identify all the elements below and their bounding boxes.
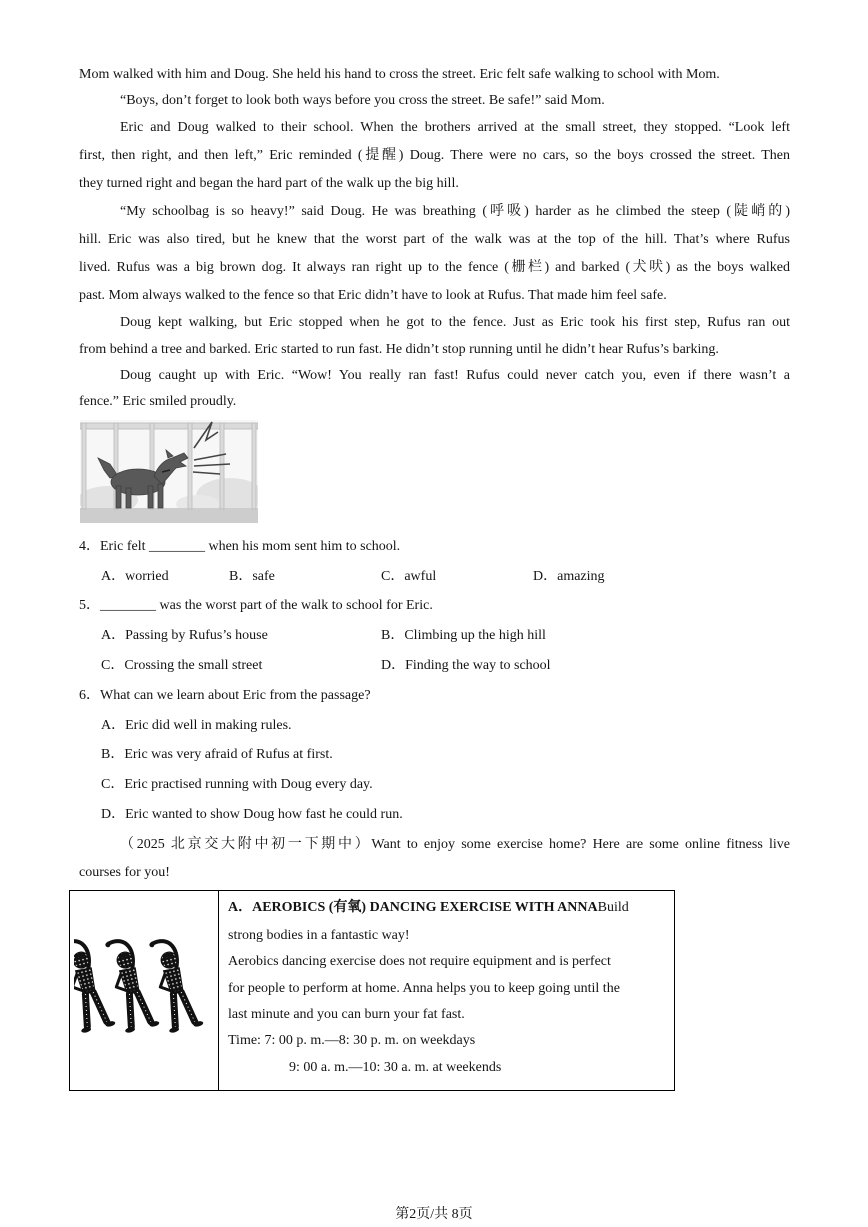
course-heading [228,898,629,918]
course-heading-tail: Build [597,900,629,915]
passage-line: first, then right, and then left,” Eric reminded (提醒) Doug. There were no cars, so the boys crossed the street. Then [79,148,790,163]
option-a: A．Passing by Rufus’s house [101,628,268,643]
question-stem: 4．Eric felt ________ when his mom sent him to school. [79,539,401,554]
passage-line: “Boys, don’t forget to look both ways before you cross the street. Be safe!” said Mom. [120,93,605,108]
option-a: A．Eric did well in making rules. [101,718,292,733]
passage-line: hill. Eric was also tired, but he knew that the worst part of the walk was at the top of the hill. That’s where Rufus [79,232,790,247]
option-c: C．Eric practised running with Doug every day. [101,777,373,792]
option-b: B．safe [229,569,275,584]
course-title: A．AEROBICS (有氧) DANCING EXERCISE WITH ANNA [228,900,598,915]
course-line: strong bodies in a fantastic way! [228,928,410,943]
passage-line: past. Mom always walked to the fence so that Eric didn’t have to look at Rufus. That made him feel safe. [79,288,667,303]
dancer-icon [147,935,203,1034]
barking-dog-illustration [80,420,258,523]
passage-line: fence.” Eric smiled proudly. [79,394,237,409]
passage-line: “My schoolbag is so heavy!” said Doug. He was breathing (呼吸) harder as he climbed the steep (陡峭的) [120,204,790,219]
option-a: A．worried [101,569,169,584]
page-number: 第2页/共 8页 [395,1207,473,1222]
option-c: C．awful [381,569,437,584]
option-b: B．Eric was very afraid of Rufus at first. [101,747,333,762]
course-time-weekdays: Time: 7: 00 p. m.—8: 30 p. m. on weekdays [228,1033,476,1048]
course-line: Aerobics dancing exercise does not require equipment and is perfect [228,954,611,969]
intro-line: （2025 北京交大附中初一下期中）Want to enjoy some exercise home? Here are some online fitness live [120,837,790,852]
question-stem: 6．What can we learn about Eric from the passage? [79,688,371,703]
course-line: last minute and you can burn your fat fast. [228,1007,465,1022]
passage-line: from behind a tree and barked. Eric started to run fast. He didn’t stop running until he didn’t hear Rufus’s barking. [79,342,719,357]
option-d: D．amazing [533,569,605,584]
table-divider [218,891,219,1090]
course-time-weekends: 9: 00 a. m.—10: 30 a. m. at weekends [289,1060,502,1075]
passage-line: Mom walked with him and Doug. She held his hand to cross the street. Eric felt safe walking to school with Mom. [79,67,720,82]
question-stem: 5．________ was the worst part of the walk to school for Eric. [79,598,433,613]
option-d: D．Eric wanted to show Doug how fast he could run. [101,807,403,822]
option-c: C．Crossing the small street [101,658,263,673]
passage-line: lived. Rufus was a big brown dog. It always ran right up to the fence (栅栏) and barked (犬吠) as the boys walked [79,260,790,275]
passage-line: Eric and Doug walked to their school. When the brothers arrived at the small street, they stopped. “Look left [120,120,790,135]
intro-line: courses for you! [79,865,170,880]
option-d: D．Finding the way to school [381,658,551,673]
passage-line: they turned right and began the hard part of the walk up the big hill. [79,176,459,191]
option-b: B．Climbing up the high hill [381,628,546,643]
dancer-icon [74,935,116,1034]
passage-line: Doug caught up with Eric. “Wow! You really ran fast! Rufus could never catch you, even if there wasn’t a [120,368,790,383]
course-line: for people to perform at home. Anna helps you to keep going until the [228,981,620,996]
passage-line: Doug kept walking, but Eric stopped when he got to the fence. Just as Eric took his first step, Rufus ran out [120,315,790,330]
dancer-icon [103,935,159,1034]
aerobics-dancers-illustration [74,932,214,1036]
